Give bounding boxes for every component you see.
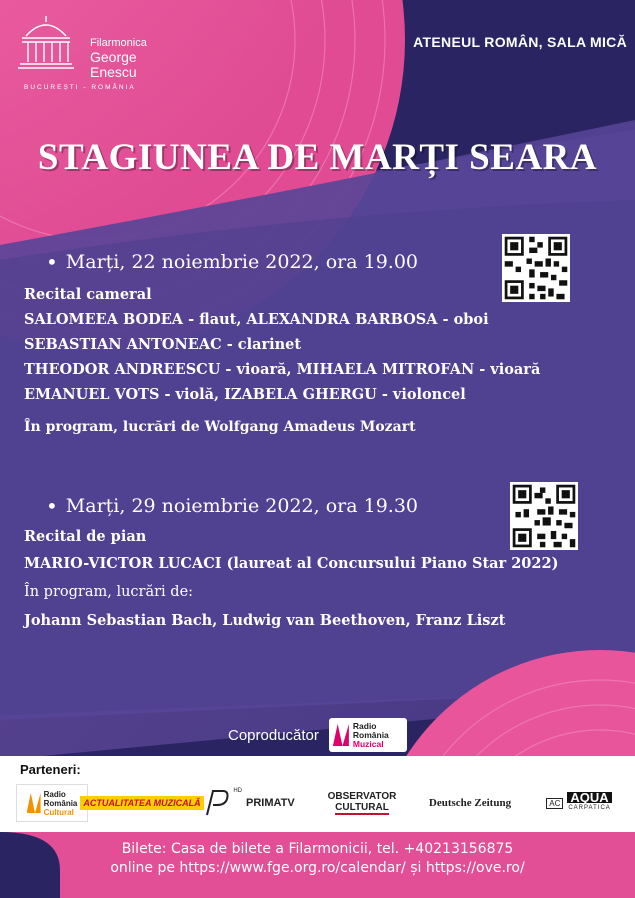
aqua-carpatica-logo bbox=[536, 788, 622, 818]
prima-text: PRIMATV bbox=[245, 797, 295, 809]
rrm-text bbox=[353, 722, 389, 749]
event-line: MARIO-VICTOR LUCACI (laureat al Concursului Piano Star 2022) bbox=[24, 555, 559, 572]
deutsche-zeitung-logo bbox=[418, 788, 522, 818]
poster-title: STAGIUNEA DE MARȚI SEARA bbox=[37, 137, 598, 178]
event-date: • Marți, 22 noiembrie 2022, ora 19.00 bbox=[46, 250, 615, 274]
rrc-line-2: România bbox=[43, 798, 78, 808]
aqua-sub: CARPATICA bbox=[568, 805, 611, 811]
rrm-mark-icon bbox=[333, 724, 349, 746]
event-line: În program, lucrări de: bbox=[24, 584, 194, 600]
rrc-mark-icon bbox=[27, 793, 41, 813]
aqua-ac: AC bbox=[546, 798, 563, 809]
qr-code-2[interactable] bbox=[510, 482, 578, 550]
aqua-text bbox=[567, 792, 611, 814]
event-line: Recital cameral bbox=[24, 286, 152, 303]
filarmonica-logo bbox=[16, 12, 166, 102]
logo-line-3: Enescu bbox=[90, 64, 137, 80]
rrc-line-3: Cultural bbox=[43, 807, 74, 817]
radio-romania-cultural-logo bbox=[16, 784, 88, 822]
qr-code-icon bbox=[502, 234, 570, 302]
ticket-line-2[interactable]: online pe https://www.fge.org.ro/calendar/ și https://ove.ro/ bbox=[110, 860, 525, 876]
coproducer-label: Coproducător bbox=[228, 726, 319, 744]
rrm-line-2: România bbox=[352, 729, 389, 740]
ticket-info bbox=[0, 840, 635, 878]
deutsche-text: Deutsche Zeitung bbox=[428, 797, 512, 809]
prima-p-icon bbox=[203, 789, 229, 817]
logo-line-1: Filarmonica bbox=[90, 37, 147, 49]
radio-romania-muzical-logo bbox=[329, 718, 407, 752]
logo-name bbox=[90, 36, 147, 80]
rrm-line-1: Radio bbox=[352, 720, 377, 731]
partners-logos bbox=[14, 782, 624, 824]
logo-line-2: George bbox=[90, 49, 137, 65]
event-line: EMANUEL VOTS - violă, IZABELA GHERGU - violoncel bbox=[24, 386, 466, 403]
observator-line-2: CULTURAL bbox=[335, 802, 389, 813]
event-line: Recital de pian bbox=[24, 528, 147, 545]
observator-line-1: OBSERVATOR bbox=[327, 791, 397, 802]
actualitatea-text: ACTUALITATEA MUZICALĂ bbox=[80, 796, 203, 810]
venue: ATENEUL ROMÂN, SALA MICĂ bbox=[413, 34, 627, 50]
ticket-line-1: Bilete: Casa de bilete a Filarmonicii, tel. +40213156875 bbox=[121, 841, 514, 857]
qr-code-icon bbox=[510, 482, 578, 550]
event-date: • Marți, 29 noiembrie 2022, ora 19.30 bbox=[46, 494, 615, 518]
rrc-line-1: Radio bbox=[43, 789, 66, 799]
ateneu-building-icon bbox=[16, 12, 76, 74]
partners-label: Parteneri: bbox=[20, 762, 81, 777]
rrm-line-3: Muzical bbox=[352, 738, 384, 749]
event-line: SALOMEEA BODEA - flaut, ALEXANDRA BARBOSA - oboi bbox=[24, 311, 489, 328]
logo-city: BUCUREȘTI - ROMÂNIA bbox=[24, 84, 136, 91]
event-line: Johann Sebastian Bach, Ludwig van Beethoven, Franz Liszt bbox=[24, 612, 506, 629]
event-line: THEODOR ANDREESCU - vioară, MIHAELA MITROFAN - vioară bbox=[24, 361, 541, 378]
rrc-text bbox=[44, 790, 78, 817]
coproducer bbox=[228, 718, 407, 752]
prima-hd: HD bbox=[233, 788, 242, 794]
event-program: În program, lucrări de Wolfgang Amadeus Mozart bbox=[24, 419, 416, 435]
observator-cultural-logo bbox=[314, 788, 410, 818]
actualitatea-muzicala-logo bbox=[83, 790, 201, 816]
prima-tv-logo bbox=[194, 786, 304, 820]
aqua-name: AQUA bbox=[567, 792, 611, 803]
qr-code-1[interactable] bbox=[502, 234, 570, 302]
event-line: SEBASTIAN ANTONEAC - clarinet bbox=[24, 336, 302, 353]
